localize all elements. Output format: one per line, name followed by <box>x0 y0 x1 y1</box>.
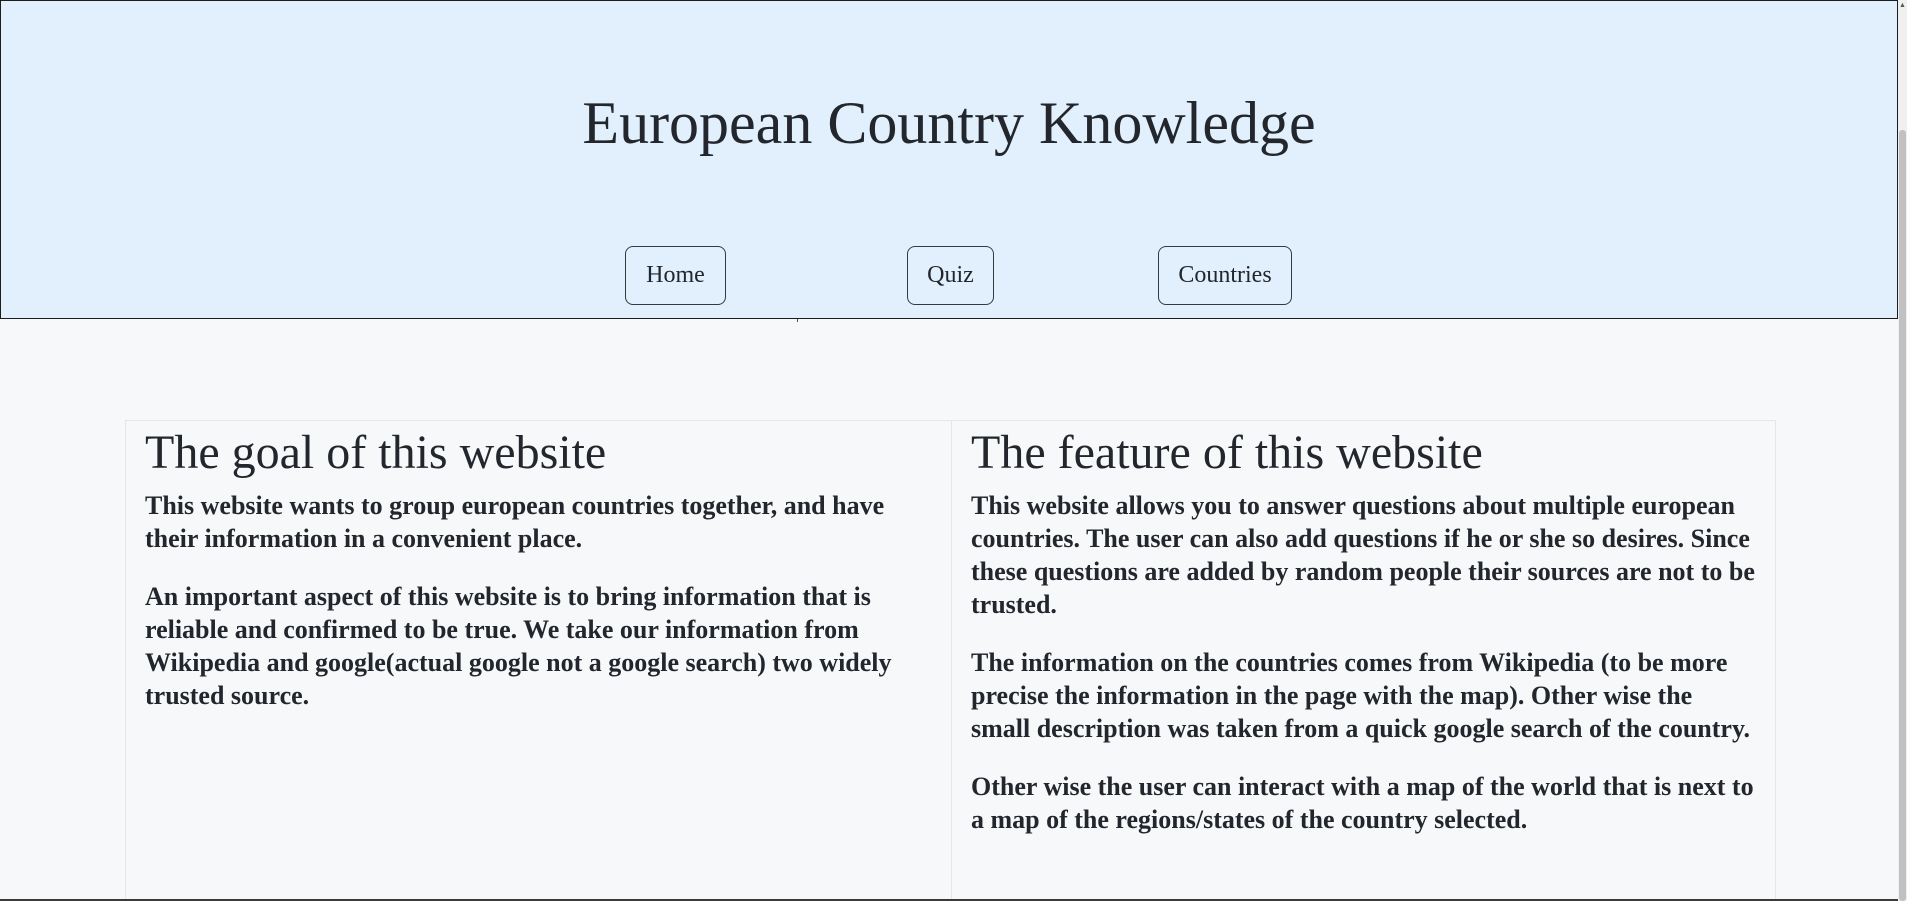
feature-paragraph: The information on the countries comes from Wikipedia (to be more precise the information in the page with the map). Other wise the small description was taken from a quick google search of the country. <box>971 648 1751 743</box>
goal-paragraph: An important aspect of this website is to bring information that is reliable and confirmed to be true. We take our information from Wikipedia and google(actual google not a google search) two widely trusted source. <box>145 582 892 710</box>
site-header <box>0 0 1898 319</box>
feature-section <box>951 421 1775 901</box>
main-content <box>125 420 1776 901</box>
vertical-scrollbar[interactable] <box>1898 0 1907 901</box>
feature-paragraph: Other wise the user can interact with a map of the world that is next to a map of the regions/states of the country selected. <box>971 772 1754 834</box>
scrollbar-thumb[interactable] <box>1899 130 1906 901</box>
nav-home-button[interactable]: Home <box>625 246 726 305</box>
goal-section <box>126 421 951 901</box>
nav-quiz-button[interactable]: Quiz <box>907 246 994 305</box>
goal-paragraph: This website wants to group european countries together, and have their information in a convenient place. <box>145 491 885 553</box>
feature-paragraph: This website allows you to answer questions about multiple european countries. The user can also add questions if he or she so desires. Since these questions are added by random people their sources are not to be trusted. <box>971 491 1755 619</box>
goal-heading: The goal of this website <box>145 426 607 479</box>
scroll-up-arrow-icon[interactable]: ▲ <box>1899 1 1906 9</box>
feature-heading: The feature of this website <box>971 426 1483 479</box>
divider-tick <box>797 319 798 322</box>
nav-countries-button[interactable]: Countries <box>1158 246 1292 305</box>
page-title: European Country Knowledge <box>582 90 1316 156</box>
